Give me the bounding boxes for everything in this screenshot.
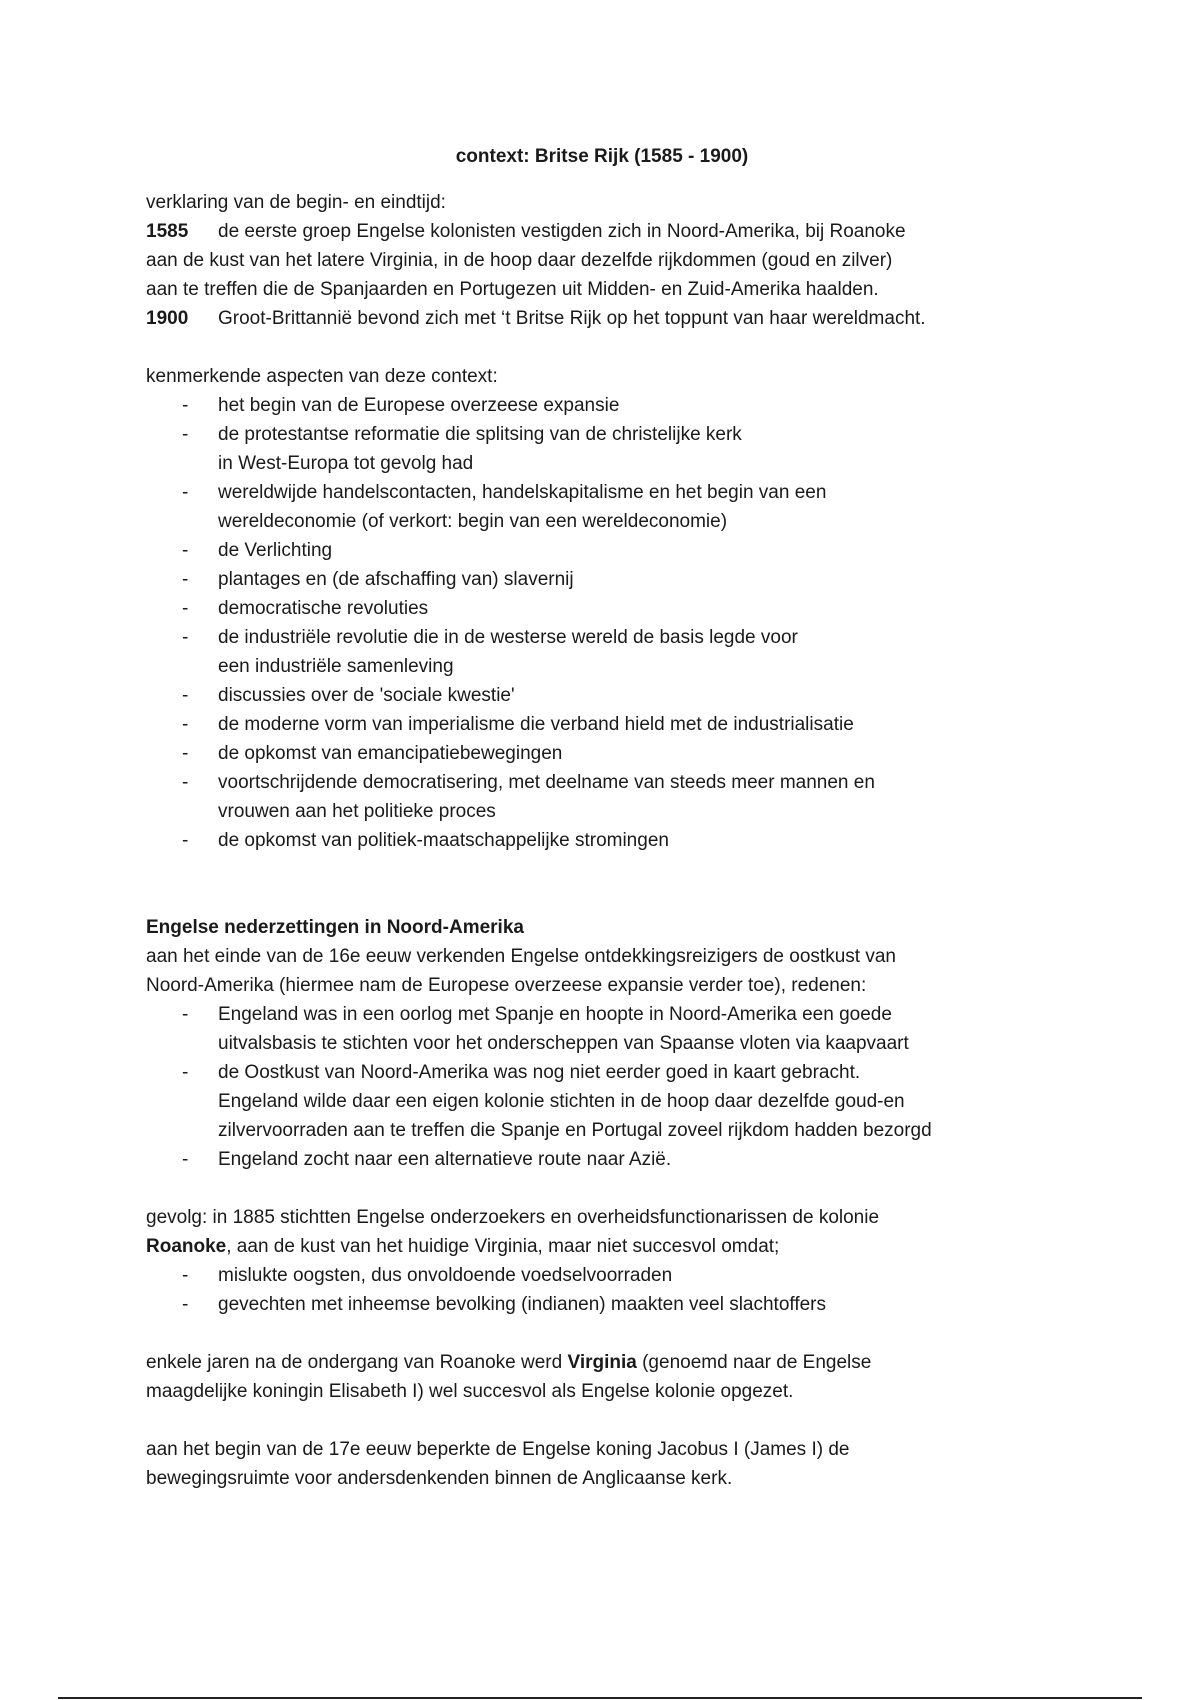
year-1585-cont-2: aan te treffen die de Spanjaarden en Portugezen uit Midden- en Zuid-Amerika haalden. [146,279,879,300]
list-item: - discussies over de 'sociale kwestie' [218,681,1066,710]
result-line-1: gevolg: in 1885 stichtten Engelse onderzoekers en overheidsfunctionarissen de kolonie [146,1207,880,1228]
list-item: - Engeland zocht naar een alternatieve route naar Azië. [218,1145,1066,1174]
failures-list [146,1261,1066,1319]
page-bottom-rule [58,1697,1142,1699]
list-item: - de opkomst van politiek-maatschappelijke stromingen [218,826,1066,855]
document-page [146,142,1066,1493]
year-1585-text: de eerste groep Engelse kolonisten vestigden zich in Noord-Amerika, bij Roanoke [218,221,906,242]
james-line-1: aan het begin van de 17e eeuw beperkte de Engelse koning Jacobus I (James I) de [146,1439,850,1460]
year-1585-cont-1: aan de kust van het latere Virginia, in de hoop daar dezelfde rijkdommen (goud en zilver) [146,250,893,271]
year-1585: 1585 [146,221,189,242]
list-item: - de moderne vorm van imperialisme die verband hield met de industrialisatie [218,710,1066,739]
settlements-intro-1: aan het einde van de 16e eeuw verkenden Engelse ontdekkingsreizigers de oostkust van [146,946,896,967]
aspects-list [146,391,1066,855]
intro-label: verklaring van de begin- en eindtijd: [146,192,446,213]
list-item: - Engeland was in een oorlog met Spanje en hoopte in Noord-Amerika een goede uitvalsbasis te stichten voor het onderscheppen van Spaanse vloten via kaapvaart [218,1000,1066,1058]
year-1585-line [146,217,1066,246]
list-item: - gevechten met inheemse bevolking (indianen) maakten veel slachtoffers [218,1290,1066,1319]
list-item: - de opkomst van emancipatiebewegingen [218,739,1066,768]
list-item: - voortschrijdende democratisering, met deelname van steeds meer mannen en vrouwen aan het politieke proces [218,768,1066,826]
virginia-line-1: enkele jaren na de ondergang van Roanoke werd Virginia (genoemd naar de Engelse [146,1352,872,1373]
list-item: - democratische revoluties [218,594,1066,623]
year-1900-line [146,304,1066,333]
list-item: - wereldwijde handelscontacten, handelskapitalisme en het begin van een wereldeconomie (of verkort: begin van een wereldeconomie) [218,478,1066,536]
list-item: - de Verlichting [218,536,1066,565]
james-line-2: bewegingsruimte voor andersdenkenden binnen de Anglicaanse kerk. [146,1468,733,1489]
virginia-bold: Virginia [567,1352,637,1373]
year-1900-text: Groot-Brittannië bevond zich met ‘t Britse Rijk op het toppunt van haar wereldmacht. [218,308,926,329]
list-item: - mislukte oogsten, dus onvoldoende voedselvoorraden [218,1261,1066,1290]
page-title: context: Britse Rijk (1585 - 1900) [455,146,749,167]
list-item: - de Oostkust van Noord-Amerika was nog niet eerder goed in kaart gebracht. Engeland wilde daar een eigen kolonie stichten in de hoop daar dezelfde goud-en zilvervoorraden aan te treffen die Spanje en Portugal zoveel rijkdom hadden bezorgd [218,1058,1066,1145]
aspects-label: kenmerkende aspecten van deze context: [146,366,498,387]
list-item: - de protestantse reformatie die splitsing van de christelijke kerk in West-Europa tot gevolg had [218,420,1066,478]
roanoke-bold: Roanoke [146,1236,227,1257]
virginia-line-2: maagdelijke koningin Elisabeth I) wel succesvol als Engelse kolonie opgezet. [146,1381,794,1402]
year-1900: 1900 [146,308,189,329]
result-line-2: Roanoke, aan de kust van het huidige Virginia, maar niet succesvol omdat; [146,1236,780,1257]
settlements-intro-2: Noord-Amerika (hiermee nam de Europese overzeese expansie verder toe), redenen: [146,975,867,996]
list-item: - de industriële revolutie die in de westerse wereld de basis legde voor een industriële samenleving [218,623,1066,681]
section-heading: Engelse nederzettingen in Noord-Amerika [146,917,524,938]
reasons-list [146,1000,1066,1174]
list-item: - plantages en (de afschaffing van) slavernij [218,565,1066,594]
list-item: - het begin van de Europese overzeese expansie [218,391,1066,420]
